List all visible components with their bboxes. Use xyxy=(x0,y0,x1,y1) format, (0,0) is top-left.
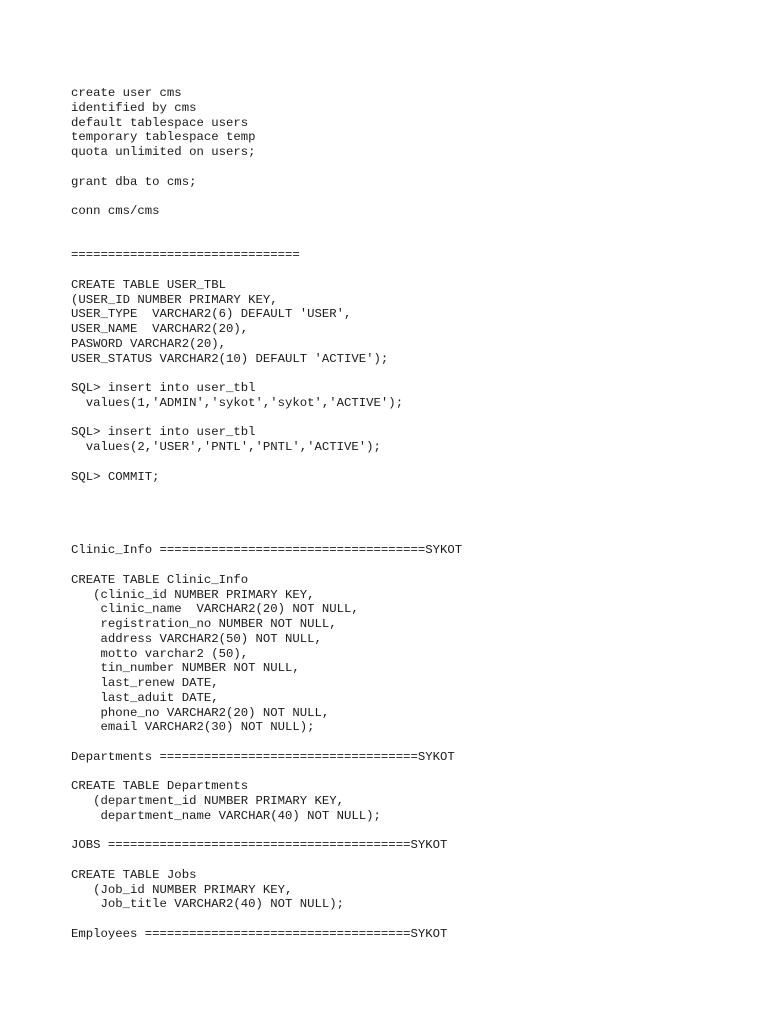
code-line xyxy=(71,499,731,514)
code-line xyxy=(71,366,731,381)
code-line xyxy=(71,160,731,175)
code-line: PASWORD VARCHAR2(20), xyxy=(71,336,226,351)
code-line: temporary tablespace temp xyxy=(71,130,256,145)
code-line: tin_number NUMBER NOT NULL, xyxy=(71,661,300,676)
code-line: USER_TYPE VARCHAR2(6) DEFAULT 'USER', xyxy=(71,307,352,322)
code-line: USER_NAME VARCHAR2(20), xyxy=(71,322,249,336)
code-line: Departments ===================================SYKOT xyxy=(71,749,455,764)
code-line: conn cms/cms xyxy=(71,204,160,218)
code-line xyxy=(71,853,731,868)
code-line xyxy=(71,219,731,234)
code-line: default tablespace users xyxy=(71,115,249,130)
code-line: email VARCHAR2(30) NOT NULL); xyxy=(71,720,315,735)
code-line xyxy=(71,484,731,499)
code-line: (clinic_id NUMBER PRIMARY KEY, xyxy=(71,587,315,602)
code-line xyxy=(71,189,731,204)
code-line: Clinic_Info ====================================SYKOT xyxy=(71,543,463,558)
code-line: SQL> insert into user_tbl xyxy=(71,425,256,440)
code-line xyxy=(71,735,731,750)
code-line: department_name VARCHAR(40) NOT NULL); xyxy=(71,808,381,823)
code-line: CREATE TABLE USER_TBL xyxy=(71,277,226,292)
code-line: last_renew DATE, xyxy=(71,676,219,690)
code-line: =============================== xyxy=(71,248,300,263)
code-line: CREATE TABLE Clinic_Info xyxy=(71,572,249,587)
code-line: grant dba to cms; xyxy=(71,174,197,189)
code-line: CREATE TABLE Jobs xyxy=(71,867,197,882)
code-line: Job_title VARCHAR2(40) NOT NULL); xyxy=(71,897,345,912)
code-line: motto varchar2 (50), xyxy=(71,646,249,661)
code-line: (USER_ID NUMBER PRIMARY KEY, xyxy=(71,292,278,307)
document-page xyxy=(71,86,731,942)
code-line: (Job_id NUMBER PRIMARY KEY, xyxy=(71,882,293,897)
code-line xyxy=(71,455,731,470)
code-line: SQL> insert into user_tbl xyxy=(71,381,256,395)
code-line xyxy=(71,411,731,426)
code-line: phone_no VARCHAR2(20) NOT NULL, xyxy=(71,705,330,720)
code-line: Employees ====================================SYKOT xyxy=(71,926,448,941)
code-line xyxy=(71,514,731,529)
code-line xyxy=(71,263,731,278)
code-line xyxy=(71,234,731,249)
code-line: JOBS =========================================SYKOT xyxy=(71,838,448,853)
code-line: values(2,'USER','PNTL','PNTL','ACTIVE'); xyxy=(71,440,381,454)
code-line: identified by cms xyxy=(71,100,197,115)
code-line: registration_no NUMBER NOT NULL, xyxy=(71,617,337,631)
code-line xyxy=(71,824,731,839)
code-line: quota unlimited on users; xyxy=(71,145,256,159)
code-line: values(1,'ADMIN','sykot','sykot','ACTIVE'); xyxy=(71,395,404,410)
code-line: address VARCHAR2(50) NOT NULL, xyxy=(71,631,322,646)
code-line: clinic_name VARCHAR2(20) NOT NULL, xyxy=(71,602,359,617)
code-line: USER_STATUS VARCHAR2(10) DEFAULT 'ACTIVE'); xyxy=(71,351,389,366)
code-line: create user cms xyxy=(71,86,182,100)
code-line xyxy=(71,765,731,780)
code-line: SQL> COMMIT; xyxy=(71,469,160,484)
code-line xyxy=(71,558,731,573)
code-line: (department_id NUMBER PRIMARY KEY, xyxy=(71,794,345,808)
code-line xyxy=(71,912,731,927)
code-line xyxy=(71,529,731,544)
code-line: CREATE TABLE Departments xyxy=(71,779,249,794)
code-line: last_aduit DATE, xyxy=(71,690,219,705)
